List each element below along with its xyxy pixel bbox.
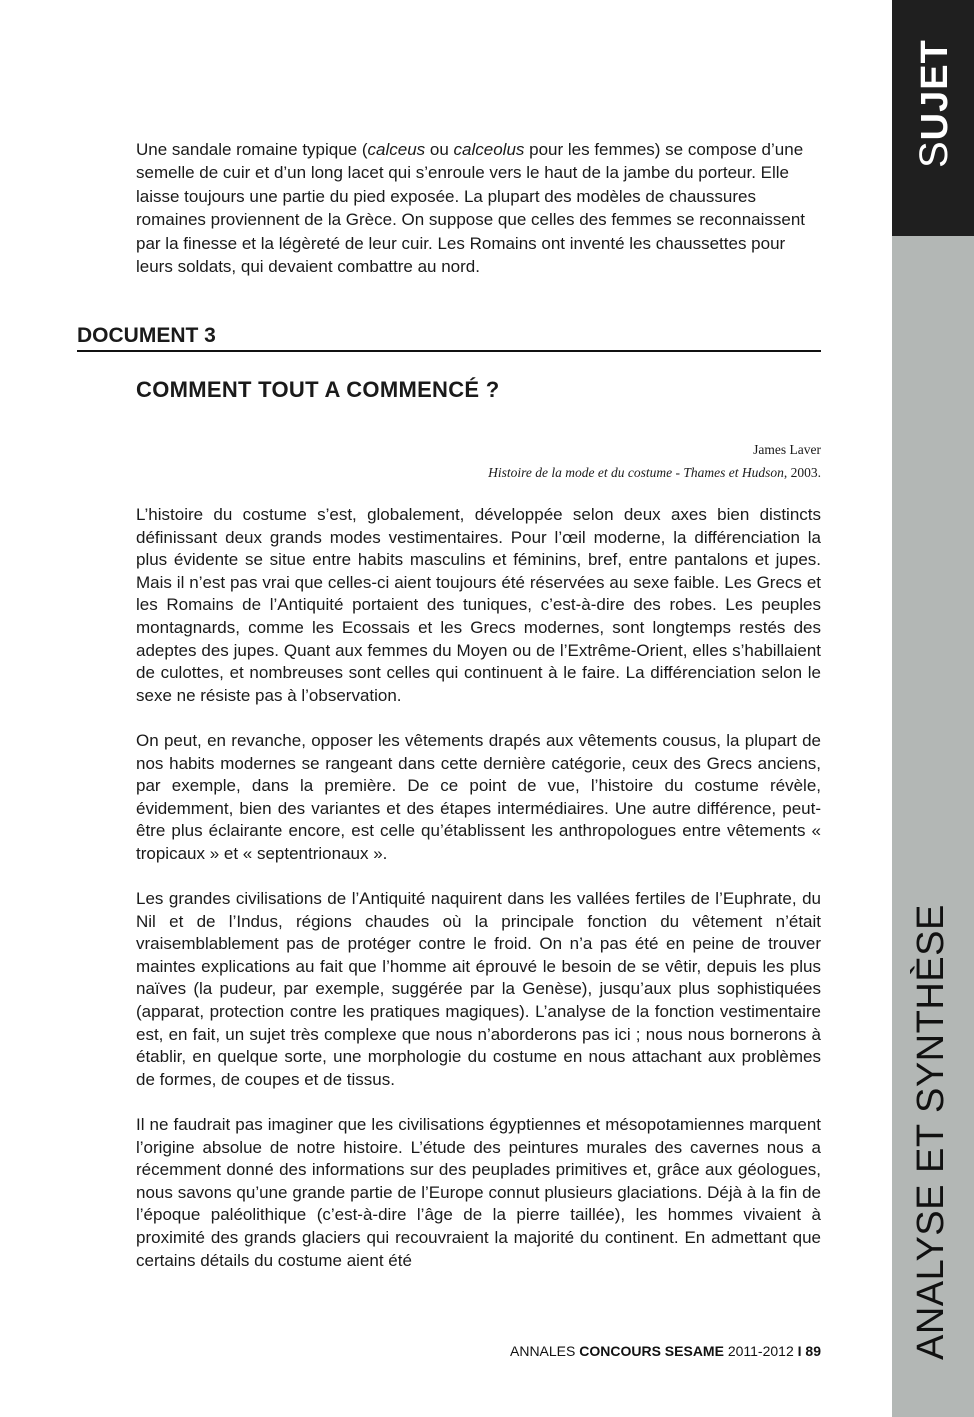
footer-prefix: ANNALES bbox=[510, 1343, 580, 1359]
intro-text-b: ou bbox=[425, 140, 454, 159]
intro-paragraph bbox=[136, 138, 821, 278]
document-label: DOCUMENT 3 bbox=[77, 324, 821, 352]
source-book-title: Histoire de la mode et du costume - Thames et Hudson bbox=[488, 465, 784, 480]
source-reference bbox=[136, 461, 821, 484]
page-footer bbox=[510, 1342, 821, 1360]
intro-text-a: Une sandale romaine typique ( bbox=[136, 140, 368, 159]
page-number: I 89 bbox=[797, 1343, 821, 1359]
sidebar-label-rest: UJET bbox=[914, 39, 956, 141]
intro-term-calceus: calceus bbox=[367, 140, 426, 159]
footer-years: 2011-2012 bbox=[723, 1343, 798, 1359]
source-citation bbox=[136, 438, 821, 484]
source-author: James Laver bbox=[753, 442, 821, 457]
body-paragraph-4: Il ne faudrait pas imaginer que les civilisations égyptiennes et mésopotamiennes marquent l’origine absolue de notre histoire. L’étude des peintures murales des cavernes nous a récemment donné des informations sur des peuplades primitives et, grâce aux géologues, nous savons qu’une grande partie de l’Europe connut plusieurs glaciations. Déjà à la fin de l’époque paléolithique (c’est-à-dire l’âge de la pierre taillée), les hommes vivaient à proximité des grands glaciers qui recouvraient la majorité du continent. En admettant que certains détails du costume aient été bbox=[136, 1115, 821, 1270]
footer-brand: CONCOURS SESAME bbox=[579, 1343, 724, 1359]
sidebar-section-label bbox=[914, 39, 954, 168]
source-year: , 2003. bbox=[783, 465, 821, 480]
sidebar-label-initial: S bbox=[912, 140, 956, 168]
body-paragraph-3: Les grandes civilisations de l’Antiquité naquirent dans les vallées fertiles de l’Euphrate, du Nil et de l’Indus, régions chaudes où la principale fonction du vêtement n’était vraisemblablement pas de protéger contre le froid. On n’a pas été en peine de trouver maintes explications au fait que l’homme ait éprouvé le besoin de se vêtir, depuis les plus naïves (la pudeur, par exemple, suggérée par la Genèse), jusqu’aux plus sophistiquées (apparat, protection contre les pratiques magiques). L’analyse de la fonction vestimentaire est, en fait, un sujet très complexe que nous n’aborderons pas ici ; nous nous bornerons à établir, en quelque sorte, une morphologie du costume en nous attachant aux problèmes de formes, de coupes et de tissus. bbox=[136, 889, 821, 1089]
body-paragraph-2: On peut, en revanche, opposer les vêtements drapés aux vêtements cousus, la plupart de nos habits modernes se rangeant dans cette dernière catégorie, ceux des Grecs anciens, par exemple, dans la première. De ce point de vue, l’histoire du costume révèle, évidemment, bien des variantes et des étapes intermédiaires. Une autre différence, peut-être plus éclairante encore, est celle qu’établissent les anthropologues entre vêtements « tropicaux » et « septentrionaux ». bbox=[136, 730, 821, 863]
intro-term-calceolus: calceolus bbox=[453, 140, 525, 159]
article-body bbox=[136, 504, 821, 1295]
intro-text-c: pour les femmes) se compose d’une semelle de cuir et d’un long lacet qui s’enroule vers le haut de la jambe du porteur. Elle laisse toujours une partie du pied exposée. La plupart des modèles de chaussures romaines proviennent de la Grèce. On suppose que celles des femmes se reconnaissent par la finesse et la légèreté de leur cuir. Les Romains ont inventé les chaussettes pour leurs soldats, qui devaient combattre au nord. bbox=[136, 140, 806, 277]
sidebar-vertical-title: ANALYSE ET SYNTHÈSE bbox=[910, 904, 952, 1360]
article-title: COMMENT TOUT A COMMENCÉ ? bbox=[136, 377, 500, 402]
body-paragraph-1: L’histoire du costume s’est, globalement, développée selon deux axes bien distincts définissant deux grands modes vestimentaires. Pour l’œil moderne, la différenciation la plus évidente se situe entre habits masculins et féminins, bref, entre pantalons et jupes. Mais il n’est pas vrai que celles-ci aient toujours été réservées au sexe faible. Les Grecs et les Romains de l’Antiquité portaient des tuniques, c’est-à-dire des robes. Les peuples montagnards, comme les Ecossais et les Grecs modernes, sont longtemps restés des adeptes des jupes. Quant aux femmes du Moyen ou de l’Extrême-Orient, elles s’habillaient de culottes, et nombreuses sont celles qui continuent à le faire. La différenciation selon le sexe ne résiste pas à l’observation. bbox=[136, 505, 821, 705]
